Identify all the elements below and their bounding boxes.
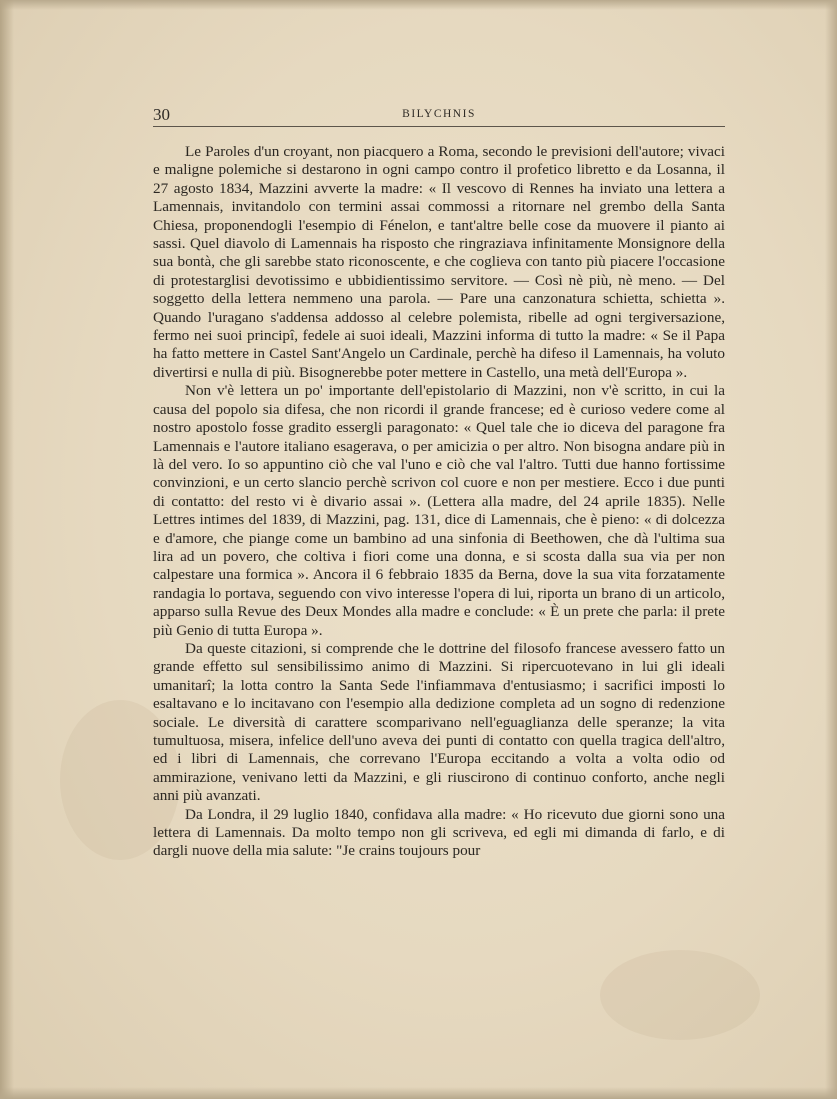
page-edge-left bbox=[0, 0, 14, 1099]
running-header bbox=[153, 104, 725, 126]
body-text bbox=[153, 143, 725, 861]
page-edge-bottom bbox=[0, 1087, 837, 1099]
paragraph: Le Paroles d'un croyant, non piacquero a Roma, secondo le previsioni dell'autore; vivaci e maligne polemiche si destarono in ogni campo contro il profetico libretto e da Losanna, il 27 agosto 1834, Mazzini avverte la madre: « Il vescovo di Rennes ha inviato una lettera a Lamennais, invitandolo con termini assai commossi a ritornare nel grembo della Santa Chiesa, proponendogli l'esempio di Fénelon, e tant'altre belle cose da muovere il pianto ai sassi. Quel diavolo di Lamennais ha risposto che ringraziava infinitamente Monsignore della sua bontà, che gli sarebbe stato riconoscente, e che coglieva con tanto più piacere l'occasione di protestarglisi devotissimo e ubbidientissimo servitore. — Così nè più, nè meno. — Del soggetto della lettera nemmeno una parola. — Pare una canzonatura schietta, schietta ». Quando l'uragano s'addensa addosso al celebre polemista, ribelle ad ogni tergiversazione, fermo nei suoi principî, fedele ai suoi ideali, Mazzini informa di tutto la madre: « Se il Papa ha fatto mettere in Castel Sant'Angelo un Cardinale, perchè ha difeso il Lamennais, ha voluto divertirsi e nulla di più. Bisognerebbe poter mettere in Castello, una metà dell'Europa ». bbox=[153, 143, 725, 381]
header-rule bbox=[153, 126, 725, 127]
paragraph: Non v'è lettera un po' importante dell'epistolario di Mazzini, non v'è scritto, in cui la causa del popolo sia difesa, che non ricordi il grande francese; ed è curioso vedere come al nostro apostolo fosse gradito essergli paragonato: « Quel tale che io diceva del paragone fra Lamennais e l'autore italiano esagerava, o per amicizia o per altro. Non bisogna andare più in là del vero. Io so appuntino ciò che val l'uno e ciò che val l'altro. Tutti due hanno fortissime convinzioni, e un certo slancio perchè scrivon col cuore e non per mestiere. Ecco i due punti di contatto: del resto vi è divario assai ». (Lettera alla madre, del 24 aprile 1835). Nelle Lettres intimes del 1839, di Mazzini, pag. 131, dice di Lamennais, che è pieno: « di dolcezza e d'amore, che piange come un bambino ad una sinfonia di Beethowen, che dà l'ultima sua lira ad un povero, che coltiva i fiori come una donna, e si scosta dalla sua via per non calpestare una formica ». Ancora il 6 febbraio 1835 da Berna, dove la sua vita forzatamente randagia lo portava, seguendo con vivo interesse l'opera di lui, riporta un brano di un articolo, apparso sulla Revue des Deux Mondes alla madre e conclude: « È un prete che parla: il prete più Genio di tutta Europa ». bbox=[153, 382, 725, 639]
paragraph: Da Londra, il 29 luglio 1840, confidava alla madre: « Ho ricevuto due giorni sono una lettera di Lamennais. Da molto tempo non gli scriveva, ed egli mi dimanda di farlo, e di dargli nuove della mia salute: "Je crains toujours pour bbox=[153, 805, 725, 860]
page-number: 30 bbox=[153, 105, 170, 124]
running-title: BILYCHNIS bbox=[402, 108, 476, 120]
page-edge-top bbox=[0, 0, 837, 10]
paper-stain bbox=[600, 950, 760, 1040]
page-edge-right bbox=[825, 0, 837, 1099]
paragraph: Da queste citazioni, si comprende che le dottrine del filosofo francese avessero fatto un grande effetto sul sensibilissimo animo di Mazzini. Si ripercuotevano in lui gli ideali umanitarî; la lotta contro la Santa Sede l'infiammava d'entusiasmo; i sacrifici imposti lo esaltavano e lo incitavano con l'esempio alla dedizione completa ad un sogno di redenzione sociale. Le diversità di carattere scomparivano nell'eguaglianza delle speranze; la vita tumultuosa, misera, infelice dell'uno aveva dei punti di contatto con quella tragica dell'altro, ed i libri di Lamennais, che correvano l'Europa eccitando a volta a volta odio od ammirazione, venivano letti da Mazzini, e gli riuscirono di continuo conforto, anche negli anni più avanzati. bbox=[153, 639, 725, 805]
